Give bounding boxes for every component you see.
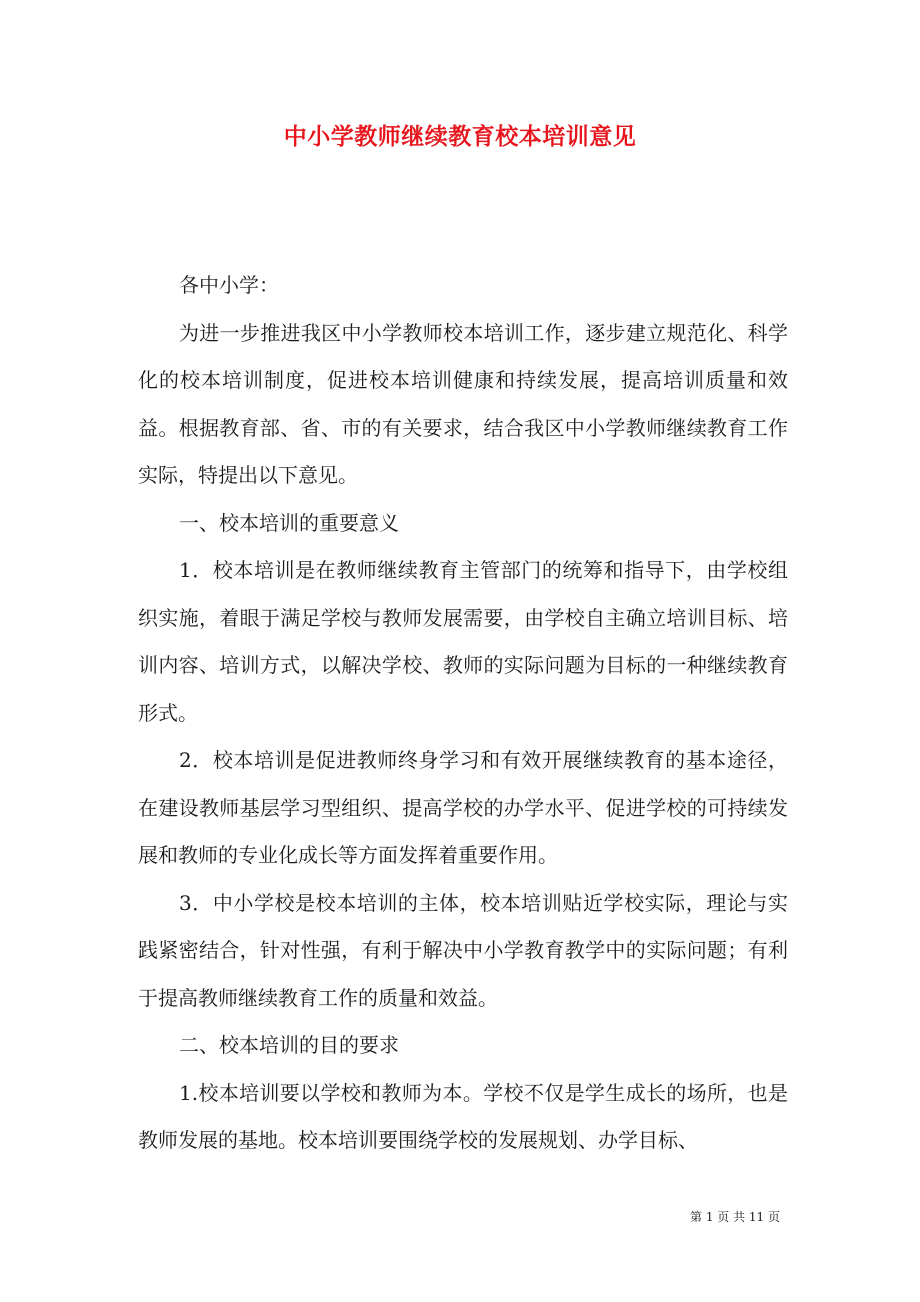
section-heading-2: 二、校本培训的目的要求: [179, 1033, 399, 1057]
page-number-footer: 第 1 页 共 11 页: [690, 1210, 780, 1224]
document-body: [138, 262, 788, 1165]
intro-paragraph: 为进一步推进我区中小学教师校本培训工作，逐步建立规范化、科学化的校本培训制度，促进校本培训健康和持续发展，提高培训质量和效益。根据教育部、省、市的有关要求，结合我区中小学教师继续教育工作实际，特提出以下意见。: [138, 320, 788, 487]
paragraph-1-2: 2．校本培训是促进教师终身学习和有效开展继续教育的基本途径，在建设教师基层学习型组织、提高学校的办学水平、促进学校的可持续发展和教师的专业化成长等方面发挥着重要作用。: [138, 748, 788, 867]
paragraph-1-3: 3．中小学校是校本培训的主体，校本培训贴近学校实际，理论与实践紧密结合，针对性强，有利于解决中小学教育教学中的实际问题；有利于提高教师继续教育工作的质量和效益。: [138, 890, 788, 1010]
paragraph-2-1: 1.校本培训要以学校和教师为本。学校不仅是学生成长的场所，也是教师发展的基地。校本培训要围绕学校的发展规划、办学目标、: [138, 1080, 788, 1152]
paragraph-1-1: 1．校本培训是在教师继续教育主管部门的统筹和指导下，由学校组织实施，着眼于满足学校与教师发展需要，由学校自主确立培训目标、培训内容、培训方式，以解决学校、教师的实际问题为目标的一种继续教育形式。: [138, 558, 788, 725]
document-title: 中小学教师继续教育校本培训意见: [283, 123, 637, 150]
section-heading-1: 一、校本培训的重要意义: [179, 510, 399, 535]
salutation: 各中小学：: [179, 273, 279, 297]
